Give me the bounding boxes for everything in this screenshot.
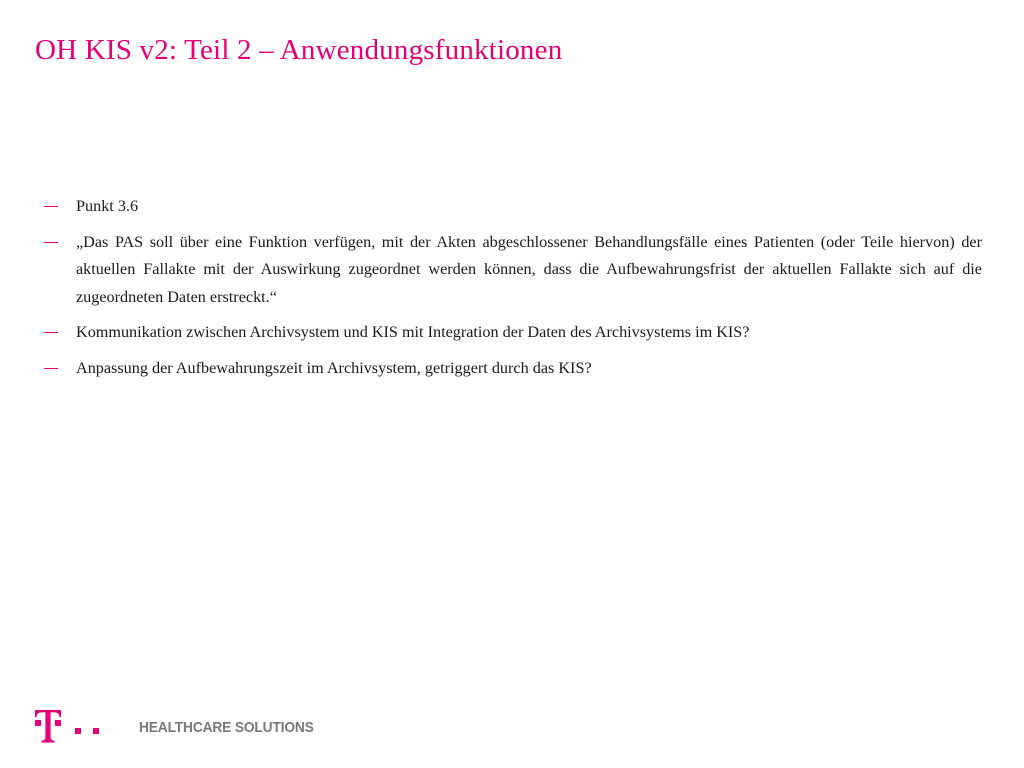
bullet-text: „Das PAS soll über eine Funktion verfügen, mit der Akten abgeschlossener Behandlungsfälle eines Patienten (oder Teile hiervon) der aktuellen Fallakte mit der Auswirkung zugeordnet werden können, dass die Aufbewahrungsfrist der aktuellen Fallakte sich auf die zugeordneten Daten erstreckt.“ (76, 232, 982, 306)
brand-label: HEALTHCARE SOLUTIONS (139, 719, 314, 736)
bullet-text: Kommunikation zwischen Archivsystem und KIS mit Integration der Daten des Archivsystems im KIS? (76, 323, 750, 341)
slide-title: OH KIS v2: Teil 2 – Anwendungsfunktionen (35, 34, 563, 66)
dash-bullet-icon (44, 332, 58, 333)
logo-dot-icon (75, 728, 81, 734)
bullet-text: Anpassung der Aufbewahrungszeit im Archivsystem, getriggert durch das KIS? (76, 358, 592, 377)
telekom-t-logo-icon (33, 708, 63, 744)
bullet-item (42, 355, 982, 383)
bullet-text: Punkt 3.6 (76, 197, 139, 215)
dash-bullet-icon (44, 242, 58, 243)
dash-bullet-icon (44, 206, 58, 207)
bullet-list (42, 193, 982, 390)
bullet-item (42, 229, 982, 312)
footer (33, 708, 353, 744)
bullet-item (42, 193, 982, 221)
bullet-item (42, 319, 982, 347)
dash-bullet-icon (44, 368, 58, 369)
logo-dot-icon (93, 728, 99, 734)
